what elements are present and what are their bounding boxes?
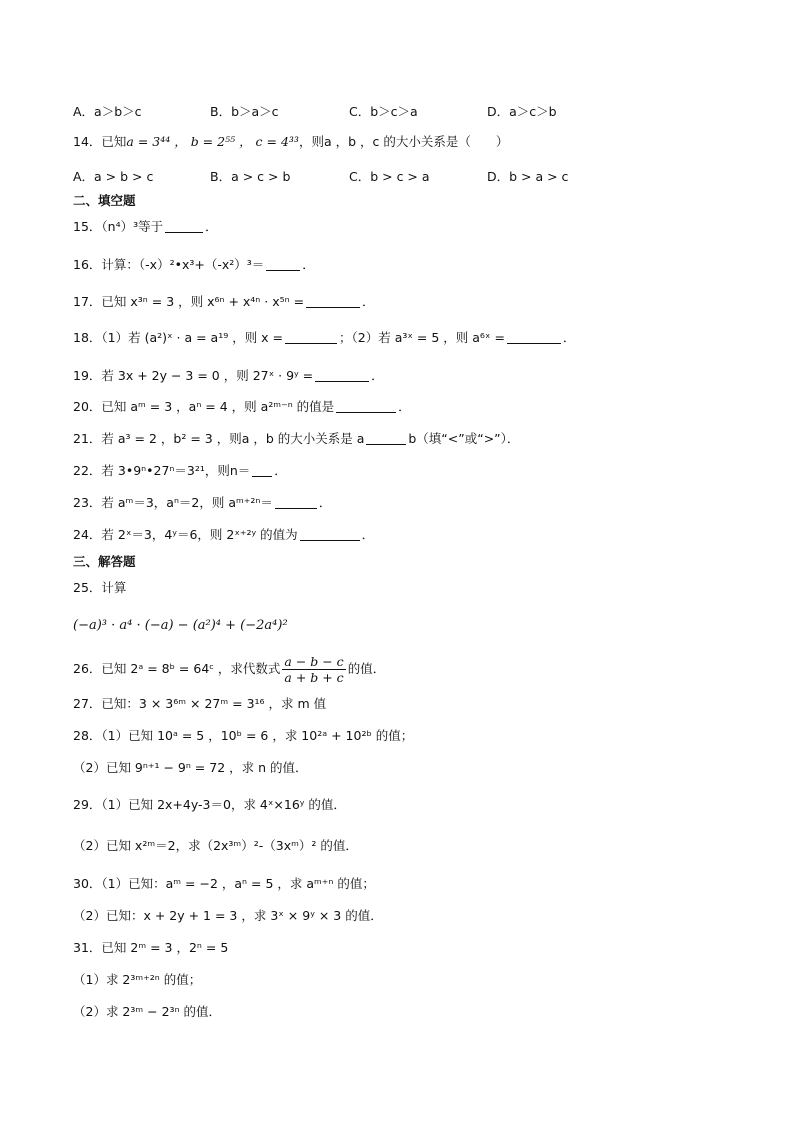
q15-end: ． [205, 219, 218, 234]
answer-blank [336, 400, 396, 413]
question-27: 27．已知：3 × 3⁶ᵐ × 27ᵐ = 3¹⁶ ，求 m 值 [73, 696, 327, 711]
q16-end: ． [302, 257, 315, 272]
answer-blank [285, 331, 337, 344]
question-30-part1: 30．（1）已知：aᵐ = −2 ，aⁿ = 5 ，求 aᵐ⁺ⁿ 的值； [73, 876, 375, 891]
q17-end: ． [362, 294, 375, 309]
answer-blank [315, 369, 369, 382]
q20-end: ． [398, 399, 411, 414]
question-21 [73, 431, 519, 447]
q14-option-d: D．b > a > c [487, 169, 569, 184]
question-14 [73, 134, 508, 150]
q14-options [73, 167, 633, 183]
question-31: 31．已知 2ᵐ = 3 ，2ⁿ = 5 [73, 940, 229, 955]
question-28-part2: （2）已知 9ⁿ⁺¹ − 9ⁿ = 72 ，求 n 的值． [73, 760, 308, 775]
q14-option-a: A．a > b > c [73, 169, 154, 184]
answer-blank [507, 331, 561, 344]
q13-option-c: C．b＞c＞a [349, 104, 418, 119]
q17-text: 17．已知 x³ⁿ = 3 ，则 x⁶ⁿ + x⁴ⁿ · x⁵ⁿ = [73, 294, 305, 309]
q22-text: 22．若 3•9ⁿ•27ⁿ＝3²¹，则n＝ [73, 463, 251, 478]
q26-end: 的值． [347, 661, 386, 676]
q14-option-b: B．a > c > b [210, 169, 291, 184]
q20-text: 20．已知 aᵐ = 3 ，aⁿ = 4 ，则 a²ᵐ⁻ⁿ 的值是 [73, 399, 335, 414]
question-17 [73, 294, 375, 310]
q24-text: 24．若 2ˣ＝3，4ʸ＝6，则 2ˣ⁺²ʸ 的值为 [73, 527, 298, 542]
q14-option-c: C．b > c > a [349, 169, 430, 184]
q24-end: ． [361, 527, 375, 542]
q14-suffix: ，则a ，b ，c 的大小关系是（ ） [298, 134, 509, 149]
question-31-part1: （1）求 2³ᵐ⁺²ⁿ 的值； [73, 972, 202, 987]
q13-option-d: D．a＞c＞b [487, 104, 557, 119]
q13-option-b: B．b＞a＞c [210, 104, 279, 119]
q18-part2: ；（2）若 a³ˣ = 5 ，则 a⁶ˣ = [339, 330, 505, 345]
q18-part1: 18．（1）若 (a²)ˣ · a = a¹⁹ ，则 x = [73, 330, 284, 345]
q19-text: 19．若 3x + 2y − 3 = 0 ，则 27ˣ · 9ʸ = [73, 368, 314, 383]
q21-text: 21．若 a³ = 2 ，b² = 3 ，则a ，b 的大小关系是 a [73, 431, 365, 446]
question-25: 25．计算 [73, 580, 127, 595]
q25-expression: (−a)³ · a⁴ · (−a) − (a²)⁴ + (−2a⁴)² [73, 618, 288, 633]
q14-prefix: 14．已知 [73, 134, 127, 149]
answer-blank [252, 464, 272, 477]
question-22 [73, 463, 287, 479]
q13-option-a: A．a＞b＞c [73, 104, 142, 119]
question-29-part2: （2）已知 x²ᵐ＝2，求（2x³ᵐ）²-（3xᵐ）² 的值． [73, 838, 358, 853]
question-24 [73, 527, 374, 543]
answer-blank [306, 295, 360, 308]
q26-text: 26．已知 2ᵃ = 8ᵇ = 64ᶜ ，求代数式 [73, 661, 281, 676]
answer-blank [366, 432, 406, 445]
fraction-denominator: a + b + c [284, 670, 344, 685]
q15-text: 15．（n⁴）³等于 [73, 219, 164, 234]
q23-end: ． [318, 495, 332, 510]
question-29-part1: 29．（1）已知 2x+4y-3＝0，求 4ˣ×16ʸ 的值． [73, 797, 346, 812]
q16-text: 16．计算：（-x）²•x³+（-x²）³＝ [73, 257, 265, 272]
answer-blank [275, 496, 317, 509]
question-18 [73, 330, 575, 346]
q26-fraction [282, 654, 345, 685]
question-28-part1: 28．（1）已知 10ᵃ = 5 ，10ᵇ = 6 ，求 10²ᵃ + 10²ᵇ 的值； [73, 728, 414, 743]
question-19 [73, 368, 384, 384]
answer-blank [165, 220, 203, 233]
section-heading-fill-in: 二、填空题 [73, 193, 136, 208]
section-heading-solutions: 三、解答题 [73, 554, 136, 569]
q21-end: b（填“<”或“>”）． [408, 431, 520, 446]
q19-end: ． [371, 368, 384, 383]
question-15 [73, 219, 218, 235]
q22-end: ． [274, 463, 287, 478]
question-23 [73, 495, 331, 511]
question-16 [73, 257, 315, 273]
question-30-part2: （2）已知：x + 2y + 1 = 3 ，求 3ˣ × 9ʸ × 3 的值． [73, 908, 383, 923]
question-26 [73, 652, 385, 686]
question-20 [73, 399, 411, 415]
answer-blank [266, 258, 300, 271]
q18-end: ． [562, 330, 576, 345]
q13-options [73, 102, 633, 118]
q23-text: 23．若 aᵐ＝3，aⁿ＝2，则 aᵐ⁺²ⁿ＝ [73, 495, 273, 510]
answer-blank [300, 528, 360, 541]
fraction-numerator: a − b − c [284, 654, 344, 669]
question-31-part2: （2）求 2³ᵐ − 2³ⁿ 的值． [73, 1004, 222, 1019]
q14-math: a = 3⁴⁴ ， b = 2⁵⁵ ， c = 4³³ [126, 134, 299, 149]
